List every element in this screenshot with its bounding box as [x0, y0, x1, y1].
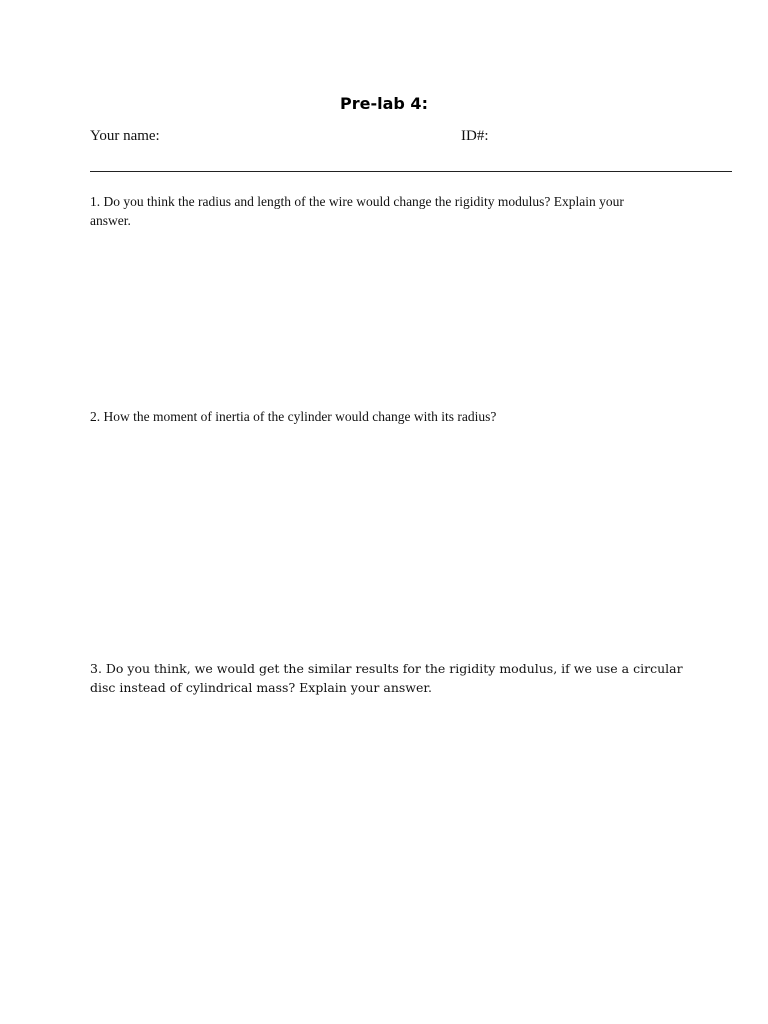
question-3: 3. Do you think, we would get the similar results for the rigidity modulus, if we use a circular disc instead of cylindrical mass? Explain your answer. — [90, 661, 683, 695]
header-divider — [90, 171, 732, 172]
question-1: 1. Do you think the radius and length of the wire would change the rigidity modulus? Explain your answer. — [90, 194, 624, 228]
id-field-label: ID#: — [461, 128, 489, 144]
question-2: 2. How the moment of inertia of the cylinder would change with its radius? — [90, 409, 497, 424]
name-field-label: Your name: — [90, 128, 160, 144]
page-title: Pre-lab 4: — [340, 94, 428, 113]
